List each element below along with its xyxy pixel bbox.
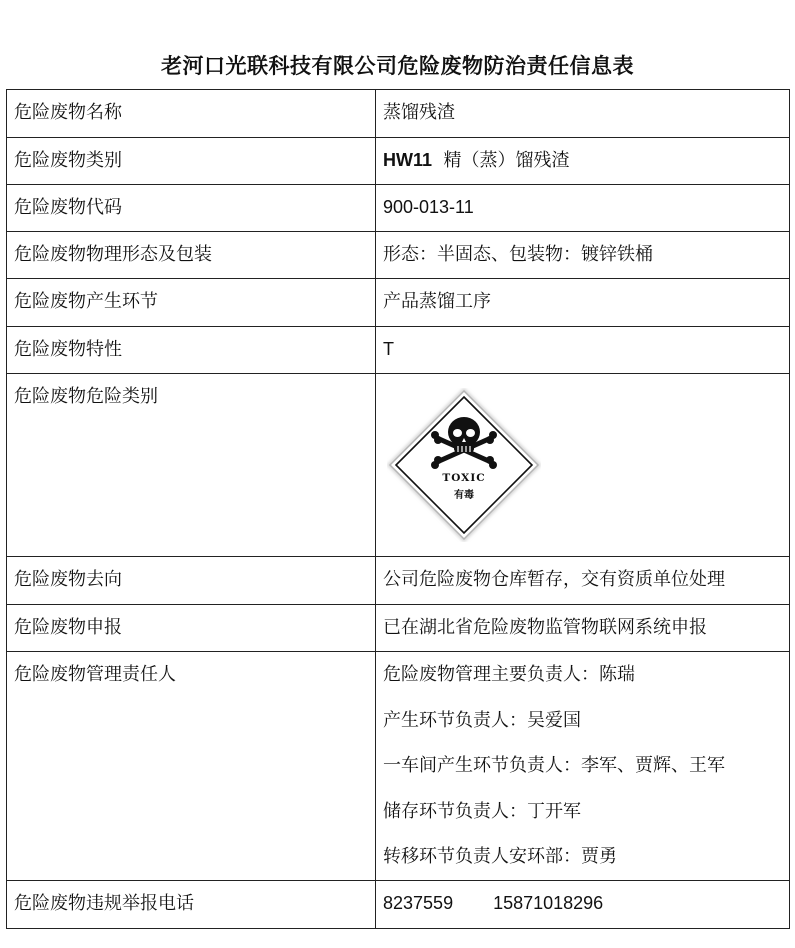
row-value: 产品蒸馏工序	[376, 279, 790, 327]
table-row	[7, 327, 790, 374]
row-value	[376, 138, 790, 185]
row-label: 危险废物管理责任人	[7, 652, 376, 881]
table-row	[7, 557, 790, 605]
responsible-line: 危险废物管理主要负责人：陈瑞	[383, 664, 635, 685]
row-value	[376, 881, 790, 929]
row-label: 危险废物类别	[7, 138, 376, 185]
phone-number: 15871018296	[493, 893, 604, 913]
row-label: 危险废物名称	[7, 90, 376, 138]
row-label: 危险废物违规举报电话	[7, 881, 376, 929]
toxic-diamond-icon	[387, 388, 541, 542]
row-label: 危险废物物理形态及包装	[7, 232, 376, 279]
row-value: 已在湖北省危险废物监管物联网系统申报	[376, 605, 790, 652]
waste-category: 精（蒸）馏残渣	[443, 150, 570, 171]
responsible-line: 产生环节负责人：吴爱国	[383, 709, 581, 731]
table-row	[7, 138, 790, 185]
row-value: 形态：半固态、包装物：镀锌铁桶	[376, 232, 790, 279]
responsible-line: 一车间产生环节负责人：李军、贾辉、王军	[383, 755, 725, 777]
page-title: 老河口光联科技有限公司危险废物防治责任信息表	[161, 53, 634, 78]
row-label: 危险废物特性	[7, 327, 376, 374]
sign-text-cn: 有毒	[454, 490, 474, 501]
row-label: 危险废物产生环节	[7, 279, 376, 327]
responsible-line: 储存环节负责人：丁开军	[383, 800, 581, 822]
table-row	[7, 279, 790, 327]
table-row	[7, 90, 790, 138]
phone-number: 8237559	[383, 893, 454, 913]
waste-code: HW11	[383, 150, 433, 170]
row-value: 蒸馏残渣	[376, 90, 790, 138]
responsible-persons	[376, 652, 790, 881]
table-row	[7, 185, 790, 232]
toxic-hazard-sign	[387, 388, 541, 542]
sign-text-en: TOXIC	[442, 472, 486, 484]
table-row	[7, 881, 790, 929]
table-row	[7, 605, 790, 652]
responsible-line: 转移环节负责人安环部：贾勇	[383, 846, 617, 868]
row-label: 危险废物去向	[7, 557, 376, 605]
table-row	[7, 232, 790, 279]
row-label: 危险废物申报	[7, 605, 376, 652]
row-value: 公司危险废物仓库暂存，交有资质单位处理	[376, 557, 790, 605]
table-row	[7, 652, 790, 881]
row-value: T	[376, 327, 790, 374]
row-label: 危险废物危险类别	[7, 374, 376, 557]
row-label: 危险废物代码	[7, 185, 376, 232]
row-value: 900-013-11	[376, 185, 790, 232]
